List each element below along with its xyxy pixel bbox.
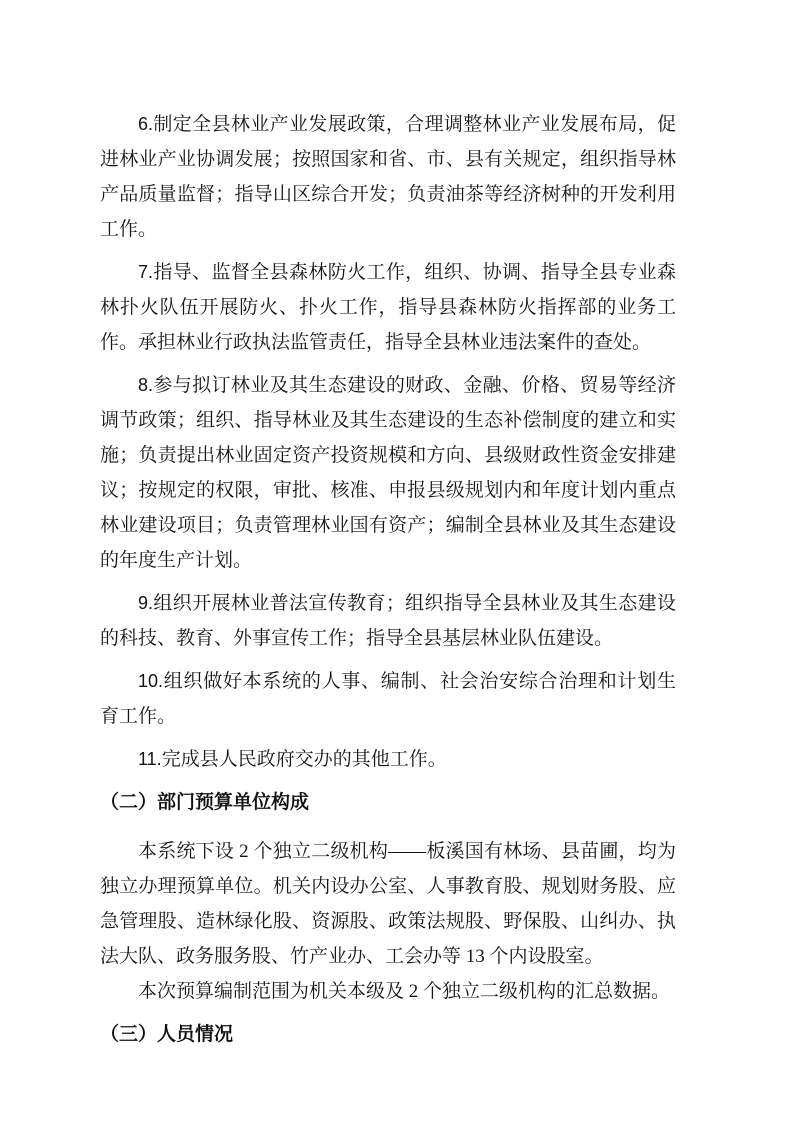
- paragraph-text: 参与拟订林业及其生态建设的财政、金融、价格、贸易等经济调节政策；组织、指导林业及其生态建设的生态补偿制度的建立和实施；负责提出林业固定资产投资规模和方向、县级财政性资金安排建议；按规定的权限，审批、核准、申报县级规划内和年度计划内重点林业建设项目；负责管理林业国有资产；编制全县林业及其生态建设的年度生产计划。: [100, 375, 676, 571]
- duty-paragraph-11: [100, 742, 676, 777]
- paragraph-unit-composition: 本系统下设 2 个独立二级机构——板溪国有林场、县苗圃，均为独立办理预算单位。机关内设办公室、人事教育股、规划财务股、应急管理股、造林绿化股、资源股、政策法规股、野保股、山纠办、执法大队、政务服务股、竹产业办、工会办等 13 个内设股室。: [100, 841, 676, 967]
- paragraph-number: 10.: [138, 671, 164, 691]
- paragraph-number: 11.: [138, 749, 162, 769]
- paragraph-text: 完成县人民政府交办的其他工作。: [161, 749, 447, 770]
- paragraph-number: 6.: [138, 114, 154, 134]
- paragraph-text: 组织做好本系统的人事、编制、社会治安综合治理和计划生育工作。: [100, 671, 676, 727]
- duty-paragraph-10: [100, 664, 676, 734]
- paragraph-text: 组织开展林业普法宣传教育；组织指导全县林业及其生态建设的科技、教育、外事宣传工作；指导全县基层林业队伍建设。: [100, 593, 676, 649]
- paragraph-text: 指导、监督全县森林防火工作，组织、协调、指导全县专业森林扑火队伍开展防火、扑火工作，指导县森林防火指挥部的业务工作。承担林业行政执法监管责任，指导全县林业违法案件的查处。: [100, 262, 676, 353]
- paragraph-number: 8.: [138, 375, 154, 395]
- paragraph-text: 制定全县林业产业发展政策，合理调整林业产业发展布局，促进林业产业协调发展；按照国家和省、市、县有关规定，组织指导林产品质量监督；指导山区综合开发；负责油茶等经济树种的开发利用工作。: [100, 114, 676, 240]
- document-content: [100, 107, 676, 1060]
- paragraph-number: 9.: [138, 593, 154, 613]
- duty-paragraph-9: [100, 586, 676, 656]
- duty-paragraph-8: [100, 368, 676, 578]
- duty-paragraph-6: [100, 107, 676, 247]
- paragraph-budget-scope: 本次预算编制范围为机关本级及 2 个独立二级机构的汇总数据。: [138, 981, 671, 1002]
- section-heading-personnel: （三）人员情况: [100, 1024, 234, 1045]
- section-heading-budget-unit-composition: （二）部门预算单位构成: [100, 792, 310, 813]
- paragraph-number: 7.: [138, 262, 154, 282]
- duty-paragraph-7: [100, 255, 676, 360]
